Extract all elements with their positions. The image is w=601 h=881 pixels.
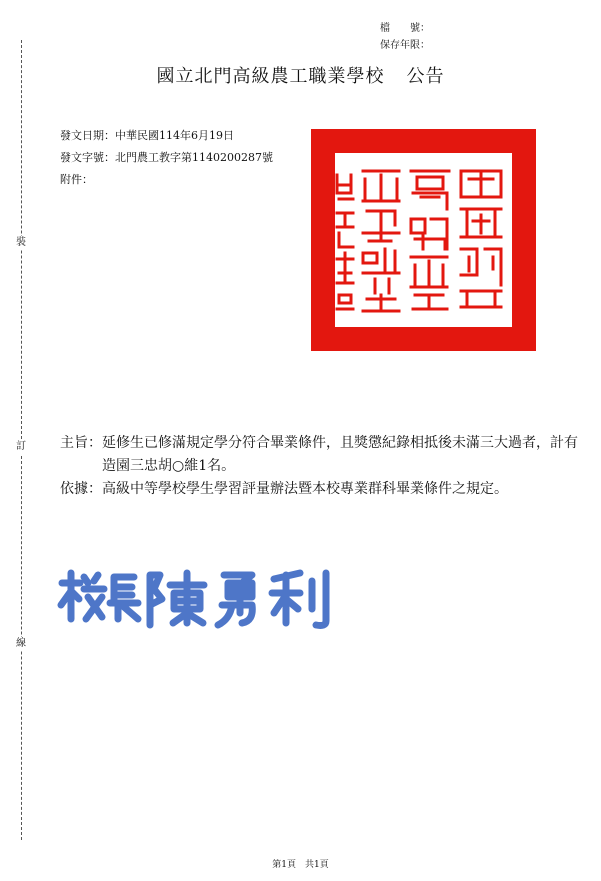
issue-date-label: 發文日期： xyxy=(60,129,115,142)
issue-date-row xyxy=(60,125,273,147)
binding-mark-ding: 訂 xyxy=(16,441,26,452)
binding-mark-xian: 線 xyxy=(16,638,26,649)
signature-glyphs xyxy=(50,555,350,635)
school-name: 國立北門高級農工職業學校 xyxy=(156,66,385,87)
basis-text: 高級中等學校學生學習評量辦法暨本校專業群科畢業條件之規定。 xyxy=(102,481,508,497)
basis-paragraph xyxy=(60,478,580,501)
attachment-row xyxy=(60,169,273,191)
document-kind: 公告 xyxy=(406,66,445,87)
seal-glyphs xyxy=(311,129,536,351)
attachment-label: 附件： xyxy=(60,173,93,186)
principal-signature-stamp xyxy=(50,555,350,635)
archive-info xyxy=(380,20,430,54)
reference-number-value: 北門農工教字第1140200287號 xyxy=(115,151,273,164)
subject-text: 延修生已修滿規定學分符合畢業條件，且獎懲紀錄相抵後未滿三大過者，計有造園三忠胡○維1名。 xyxy=(102,435,578,474)
page-footer: 第1頁 共1頁 xyxy=(272,860,329,870)
document-title xyxy=(0,62,601,88)
issue-date-value: 中華民國114年6月19日 xyxy=(115,129,234,142)
reference-number-row xyxy=(60,147,273,169)
announcement-body xyxy=(60,432,580,501)
file-number-label: 檔 號： xyxy=(380,23,430,34)
retention-period-label: 保存年限： xyxy=(380,40,430,51)
subject-label: 主旨： xyxy=(60,435,102,451)
document-meta xyxy=(60,125,273,191)
official-seal xyxy=(311,129,536,351)
reference-number-label: 發文字號： xyxy=(60,151,115,164)
basis-label: 依據： xyxy=(60,481,102,497)
binding-mark-zhuang: 裝 xyxy=(16,237,26,248)
subject-paragraph xyxy=(60,432,580,478)
